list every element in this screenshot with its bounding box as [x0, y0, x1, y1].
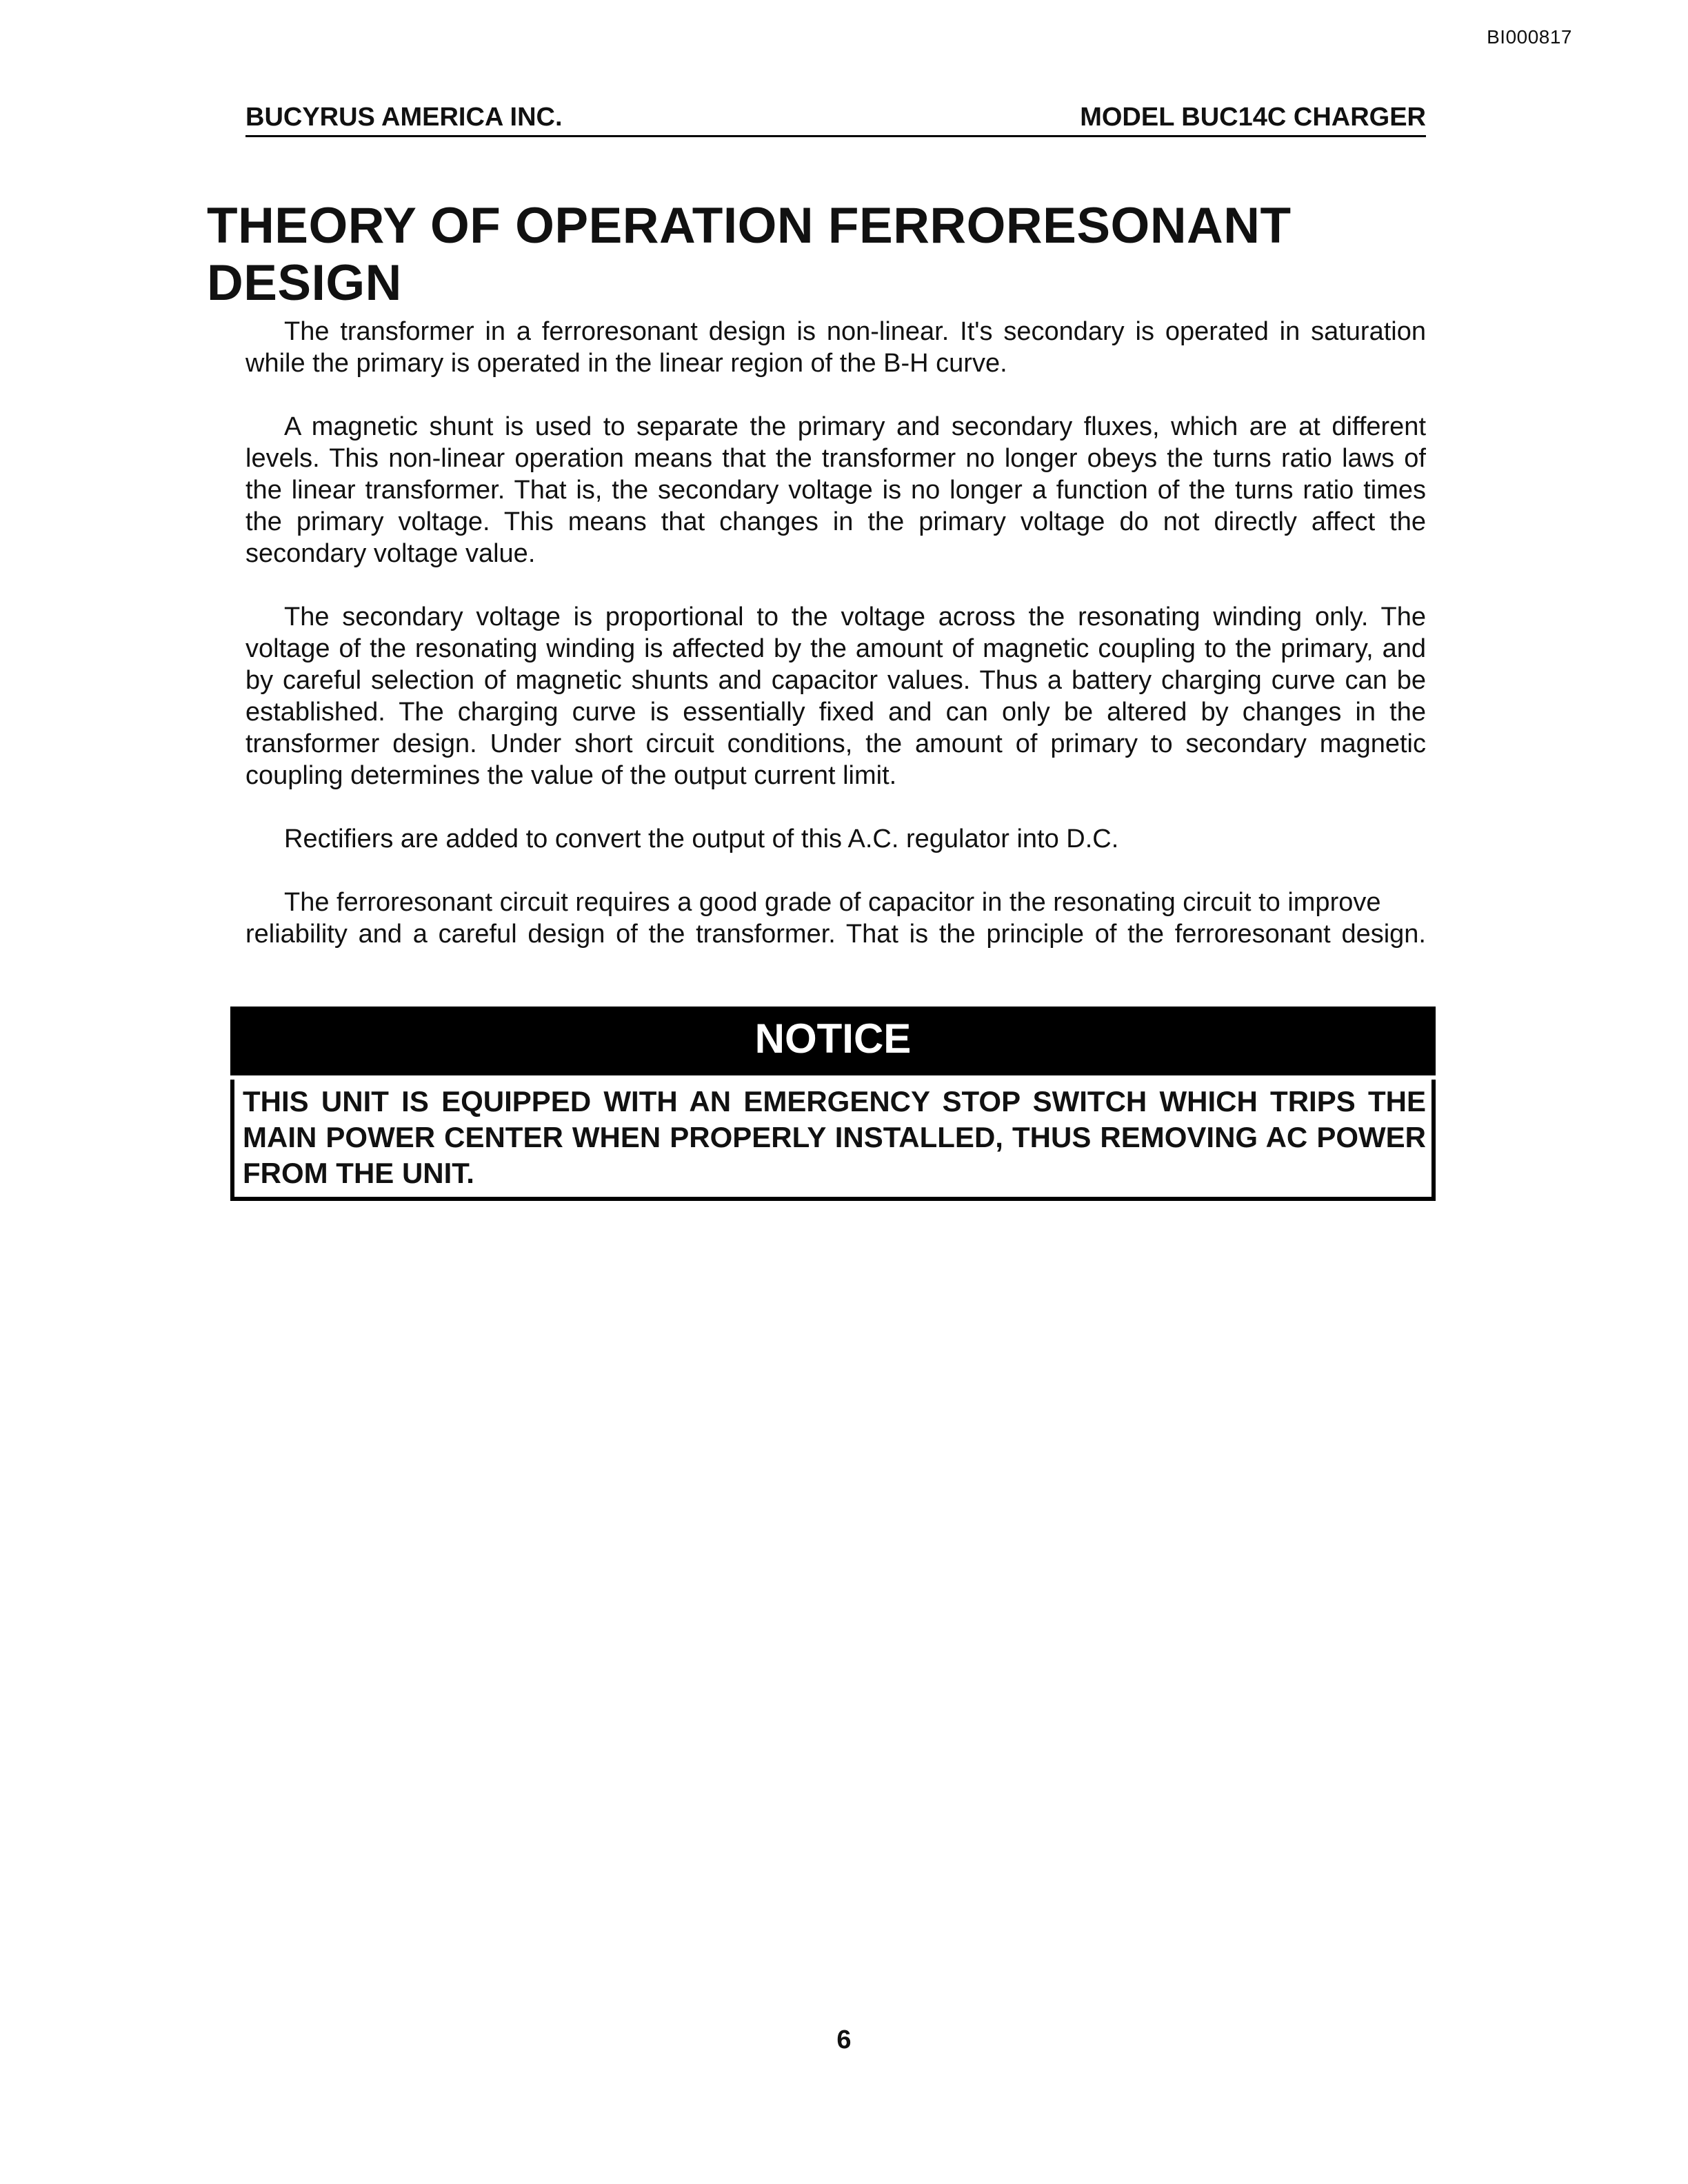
company-name: BUCYRUS AMERICA INC. [245, 103, 563, 132]
page-title: THEORY OF OPERATION FERRORESONANT DESIGN [207, 198, 1292, 311]
paragraph-1: The transformer in a ferroresonant design is non-linear. It's secondary is operated in saturation while the primary is operated in the linear region of the B-H curve. [245, 317, 1426, 378]
notice-box [230, 1007, 1436, 1201]
running-header [245, 98, 1426, 137]
paragraph-5: The ferroresonant circuit requires a good grade of capacitor in the resonating circuit to improve [284, 888, 1381, 917]
paragraph-6: reliability and a careful design of the transformer. That is the principle of the ferroresonant design. [245, 920, 1426, 949]
notice-heading: NOTICE [230, 1007, 1436, 1071]
page-number: 6 [836, 2025, 852, 2054]
paragraph-3: The secondary voltage is proportional to the voltage across the resonating winding only. The voltage of the resonating winding is affected by the amount of magnetic coupling to the primary, and by careful selection of magnetic shunts and capacitor values. Thus a battery charging curve can be established. The charging curve is essentially fixed and can only be altered by changes in the transformer design. Under short circuit conditions, the amount of primary to secondary magnetic coupling determines the value of the output current limit. [245, 603, 1426, 790]
paragraph-2: A magnetic shunt is used to separate the primary and secondary fluxes, which are at different levels. This non-linear operation means that the transformer no longer obeys the turns ratio laws of the linear transformer. That is, the secondary voltage is no longer a function of the turns ratio times the primary voltage. This means that changes in the primary voltage do not directly affect the secondary voltage value. [245, 412, 1426, 568]
notice-text: THIS UNIT IS EQUIPPED WITH AN EMERGENCY STOP SWITCH WHICH TRIPS THE MAIN POWER CENTER WHEN PROPERLY INSTALLED, THUS REMOVING AC POWER FROM THE UNIT. [230, 1080, 1436, 1201]
model-name: MODEL BUC14C CHARGER [1080, 103, 1426, 132]
notice-divider [230, 1071, 1436, 1075]
document-id: BI000817 [1487, 26, 1572, 48]
paragraph-4: Rectifiers are added to convert the output of this A.C. regulator into D.C. [284, 825, 1119, 853]
body-text [245, 316, 1426, 950]
